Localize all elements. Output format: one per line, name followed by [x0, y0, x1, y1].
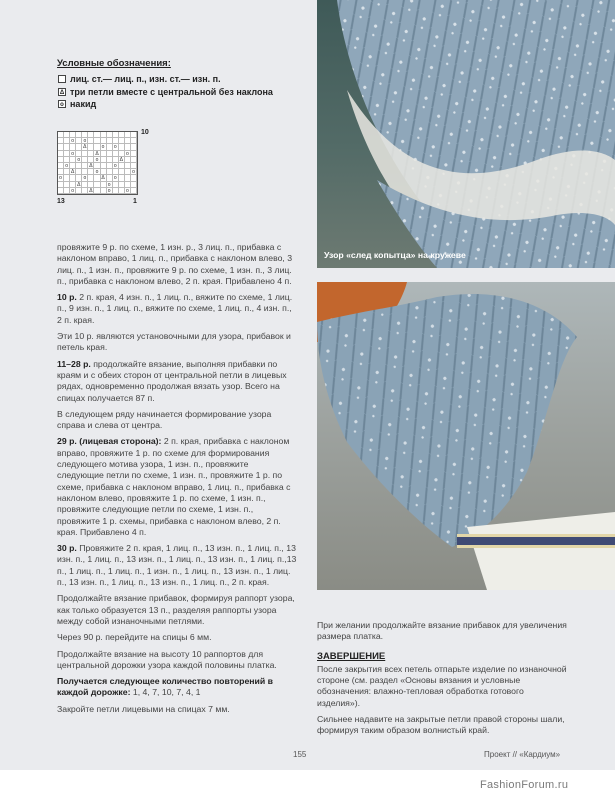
row-lead: 11–28 р.: [57, 358, 91, 369]
paragraph: Продолжайте вязание прибавок, формируя раппорт узора, как только образуется 13 п., разделяя раппорты узора между собой изнаночными петлями.: [57, 593, 295, 626]
chart-cell: Δ: [83, 144, 87, 151]
page-number: 155: [293, 750, 307, 759]
paragraph: [57, 543, 297, 588]
paragraph: Продолжайте вязание на высоту 10 раппортов для центральной дорожки узора каждой половины платка.: [57, 648, 277, 670]
paragraph-text: 2 п. края, прибавка с наклоном вправо, провяжите 1 р. по схеме для формирования следующего мотива узора, 1 изн. п., провяжите следующие петли по схеме, 1 изн. п., провяжите 1 р. по схеме, прибавка с наклоном вправо, 1 лиц. п., прибавка с наклоном влево, провяжите 1 р. по схеме, 1 изн. п., провяжите следующие петли по схеме, 1 изн. п., провяжите 1 р. схемы, прибавка с наклоном влево, 2 п. края. Прибавлено 4 п.: [57, 436, 291, 537]
chart-cell: o: [113, 144, 119, 150]
chart-cell: o: [107, 188, 113, 194]
legend: [57, 58, 317, 111]
row-lead: 30 р.: [57, 543, 77, 554]
chart-cell: o: [76, 157, 82, 163]
photo-caption: Узор «след копытца» на кружеве: [324, 250, 466, 260]
paragraph: [57, 292, 297, 326]
paragraph-text: продолжайте вязание, выполняя прибавки по краям и с обеих сторон от центральной петли в лицевых рядах, одновременно продолжая вязать узор. Всего на спицах получается 87 п.: [57, 358, 287, 403]
chart-col-label-right: 1: [133, 198, 137, 205]
section-heading: ЗАВЕРШЕНИЕ: [317, 650, 386, 662]
shawl-photo-bottom: [317, 282, 615, 590]
paragraph: провяжите 9 р. по схеме, 1 изн. р., 3 лиц. п., прибавка с наклоном вправо, 1 лиц. п., прибавка с наклоном влево, 3 лиц. п., 1 изн. п., провяжите 9 р. по схеме, 1 изн. п., 3 лиц. п., прибавка с наклоном влево, 2 п. края. Прибавлено 4 п.: [57, 242, 293, 286]
triangle-symbol-icon: Δ: [59, 89, 65, 96]
chart-cell: o: [82, 138, 88, 144]
chart-cell: o: [125, 151, 131, 157]
paragraph: Сильнее надавите на закрытые петли правой стороны шали, формируя таким образом волнистый край.: [317, 714, 565, 736]
row-lead: 10 р.: [57, 292, 77, 303]
paragraph: Эти 10 р. являются установочными для узора, прибавок и петель края.: [57, 331, 291, 353]
legend-item: [57, 73, 317, 86]
chart-cell: o: [82, 175, 88, 181]
chart-cell: o: [70, 151, 76, 157]
legend-label: три петли вместе с центральной без наклона: [70, 86, 273, 97]
shawl-photo-top: [317, 0, 615, 268]
chart-cell: o: [58, 175, 64, 181]
chart-cell: o: [70, 138, 76, 144]
chart-cell: o: [101, 144, 107, 150]
footer-project: Проект // «Кардиум»: [484, 750, 561, 759]
chart-cell: o: [64, 163, 70, 169]
paragraph: После закрытия всех петель отпарьте изделие по изнаночной стороне (см. раздел «Основы вязания и условные обозначения: влажно-тепловая обработка готового изделия»).: [317, 663, 567, 708]
paragraph: [57, 676, 297, 699]
yarn-over-symbol-icon: o: [58, 100, 66, 108]
paragraph-text: Провяжите 2 п. края, 1 лиц. п., 13 изн. п., 1 лиц. п., 13 изн. п., 1 лиц. п., 13 изн. п., 1 лиц. п., 13 изн. п., 1 лиц. п.,13 п., 1 лиц. п., 1 лиц. п., 1 изн. п., 1 лиц. п., 13 изн. п., 1 лиц. п., 13 изн. п., 1 лиц. п., 13 изн. п., 1 лиц. п., 2 п. края.: [57, 543, 297, 588]
chart-cell: o: [113, 175, 119, 181]
watermark: FashionForum.ru: [480, 779, 569, 791]
legend-label: накид: [70, 99, 97, 109]
chart-cell: o: [113, 163, 119, 169]
paragraph-text: 2 п. края, 4 изн. п., 1 лиц. п., вяжите по схеме, 1 лиц. п., 9 изн. п., 1 лиц. п., вяжите по схеме, 1 лиц. п., 4 изн. п., 2 п. края.: [57, 292, 293, 325]
chart-cell: Δ: [89, 187, 93, 194]
paragraph: Закройте петли лицевыми на спицах 7 мм.: [57, 703, 230, 714]
finishing-text: [317, 620, 567, 742]
legend-item: [57, 98, 317, 111]
chart-cell: Δ: [89, 162, 93, 169]
paragraph: При желании продолжайте вязание прибавок для увеличения размера платка.: [317, 620, 567, 642]
paragraph: [57, 359, 297, 404]
shawl-worn-illustration: [317, 282, 615, 590]
chart-cell: [131, 188, 137, 194]
paragraph: [57, 436, 297, 538]
legend-title: Условные обозначения:: [57, 58, 171, 69]
legend-label: лиц. ст.— лиц. п., изн. ст.— изн. п.: [70, 74, 221, 84]
chart-cell: o: [107, 182, 113, 188]
row-lead: Получается следующее количество повторений в каждой дорожке:: [57, 676, 273, 698]
chart-grid: [57, 131, 138, 195]
chart-cell: o: [70, 188, 76, 194]
legend-item: [57, 86, 317, 99]
chart-col-label-left: 13: [57, 198, 65, 205]
instructions-text: [57, 242, 297, 720]
chart-cell: Δ: [71, 169, 75, 176]
chart-cell: o: [131, 169, 137, 175]
chart-cell: o: [94, 169, 100, 175]
chart-cell: Δ: [101, 175, 105, 182]
paragraph: В следующем ряду начинается формирование узора справа и слева от центра.: [57, 408, 272, 431]
chart-row-label: 10: [141, 129, 149, 136]
chart-cell: o: [94, 157, 100, 163]
chart-cell: Δ: [95, 150, 99, 157]
chart-cell: Δ: [119, 156, 123, 163]
shawl-detail-illustration: [317, 0, 615, 268]
chart-cell: o: [125, 188, 131, 194]
row-lead: 29 р. (лицевая сторона):: [57, 436, 162, 447]
chart-cell: Δ: [77, 181, 81, 188]
paragraph: Через 90 р. перейдите на спицы 6 мм.: [57, 632, 212, 643]
knit-symbol-icon: [58, 75, 66, 83]
paragraph-text: 1, 4, 7, 10, 7, 4, 1: [130, 687, 201, 698]
